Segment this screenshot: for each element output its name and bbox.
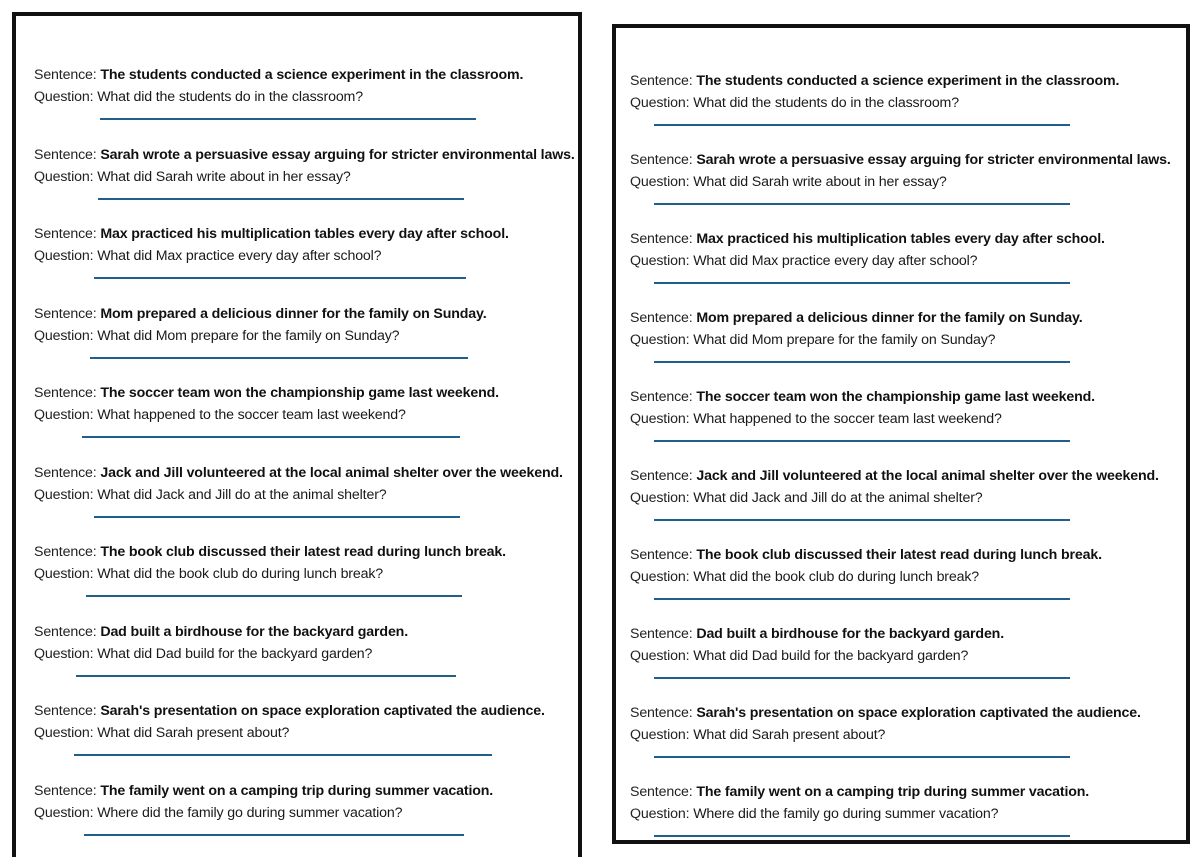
question-text: What did Sarah write about in her essay? [693, 174, 947, 190]
sentence-label: Sentence: [630, 73, 693, 89]
answer-line[interactable] [654, 203, 1070, 205]
qa-item [34, 621, 578, 665]
question-line [34, 722, 578, 744]
sentence-line [34, 382, 578, 404]
question-label: Question: [630, 332, 690, 348]
question-text: Where did the family go during summer vacation? [97, 804, 403, 821]
qa-item [34, 64, 578, 108]
sentence-text: Dad built a birdhouse for the backyard garden. [696, 626, 1004, 642]
question-label: Question: [34, 168, 94, 185]
answer-line[interactable] [90, 357, 468, 359]
question-text: What did the book club do during lunch break? [97, 566, 384, 582]
sentence-line [630, 465, 1186, 487]
question-line [34, 325, 578, 347]
question-label: Question: [34, 407, 94, 423]
sentence-line [34, 700, 578, 722]
sentence-text: Sarah's presentation on space exploration captivated the audience. [696, 705, 1141, 721]
sentence-line [34, 541, 578, 563]
qa-item [34, 700, 578, 744]
qa-item [630, 623, 1186, 667]
question-text: What did the students do in the classroom? [693, 95, 959, 111]
question-text: What did Sarah present about? [97, 725, 290, 741]
sentence-text: Jack and Jill volunteered at the local animal shelter over the weekend. [100, 464, 563, 481]
question-label: Question: [34, 725, 94, 741]
qa-item [630, 149, 1186, 193]
answer-line[interactable] [654, 124, 1070, 126]
sentence-line [34, 144, 578, 166]
sentence-line [34, 64, 578, 86]
question-text: What did Mom prepare for the family on Sunday? [693, 332, 996, 348]
answer-line[interactable] [654, 440, 1070, 442]
question-line [630, 803, 1186, 825]
answer-line[interactable] [654, 835, 1070, 837]
sentence-text: The family went on a camping trip during summer vacation. [696, 784, 1090, 800]
sentence-text: The students conducted a science experiment in the classroom. [696, 73, 1120, 89]
question-text: What did the students do in the classroom? [97, 89, 363, 105]
sentence-label: Sentence: [630, 152, 693, 168]
sentence-label: Sentence: [34, 464, 97, 481]
answer-line[interactable] [76, 675, 456, 677]
worksheet-right [612, 24, 1190, 844]
question-line [630, 92, 1186, 114]
sentence-label: Sentence: [34, 226, 97, 242]
answer-line[interactable] [654, 519, 1070, 521]
question-label: Question: [630, 569, 690, 585]
question-label: Question: [630, 490, 690, 506]
sentence-label: Sentence: [34, 623, 97, 640]
qa-item [630, 544, 1186, 588]
question-text: Where did the family go during summer vacation? [693, 806, 999, 822]
question-line [34, 484, 578, 506]
sentence-line [34, 780, 578, 802]
question-label: Question: [630, 648, 690, 664]
question-text: What did Mom prepare for the family on Sunday? [97, 327, 400, 344]
sentence-label: Sentence: [630, 626, 693, 642]
question-label: Question: [630, 806, 690, 822]
qa-item [630, 781, 1186, 825]
answer-line[interactable] [98, 198, 464, 200]
question-text: What did Dad build for the backyard garden? [693, 648, 969, 664]
question-label: Question: [34, 645, 94, 662]
sentence-line [630, 386, 1186, 408]
sentence-label: Sentence: [630, 231, 693, 247]
qa-item [630, 702, 1186, 746]
sentence-text: Max practiced his multiplication tables every day after school. [100, 226, 509, 242]
answer-line[interactable] [654, 756, 1070, 758]
answer-line[interactable] [84, 834, 464, 836]
sentence-label: Sentence: [630, 310, 693, 326]
answer-line[interactable] [100, 118, 476, 120]
qa-item [34, 541, 578, 585]
question-text: What did Sarah present about? [693, 727, 886, 743]
sentence-line [630, 544, 1186, 566]
question-line [630, 724, 1186, 746]
sentence-line [630, 623, 1186, 645]
sentence-label: Sentence: [630, 705, 693, 721]
question-line [630, 329, 1186, 351]
question-line [34, 404, 578, 426]
question-text: What did Jack and Jill do at the animal shelter? [97, 486, 387, 503]
sentence-text: Max practiced his multiplication tables every day after school. [696, 231, 1105, 247]
sentence-label: Sentence: [630, 468, 693, 484]
qa-item [34, 223, 578, 267]
question-line [630, 645, 1186, 667]
sentence-label: Sentence: [630, 784, 693, 800]
question-label: Question: [630, 95, 690, 111]
sentence-line [630, 702, 1186, 724]
question-line [630, 408, 1186, 430]
sentence-text: Mom prepared a delicious dinner for the family on Sunday. [100, 305, 487, 322]
sentence-label: Sentence: [34, 146, 97, 163]
sentence-line [630, 781, 1186, 803]
answer-line[interactable] [654, 361, 1070, 363]
question-text: What happened to the soccer team last weekend? [97, 407, 406, 423]
question-label: Question: [630, 411, 690, 427]
question-label: Question: [34, 327, 94, 344]
answer-line[interactable] [654, 677, 1070, 679]
qa-item [630, 228, 1186, 272]
sentence-label: Sentence: [34, 385, 97, 401]
sentence-label: Sentence: [34, 703, 97, 719]
qa-item [34, 780, 578, 824]
question-text: What did Max practice every day after school? [693, 253, 978, 269]
worksheet-left [12, 12, 582, 857]
sentence-text: Dad built a birdhouse for the backyard garden. [100, 623, 408, 640]
question-label: Question: [34, 566, 94, 582]
question-label: Question: [34, 89, 94, 105]
sentence-text: The family went on a camping trip during summer vacation. [100, 782, 494, 799]
sentence-line [630, 149, 1186, 171]
sentence-line [34, 462, 578, 484]
qa-item [34, 462, 578, 506]
question-text: What did Max practice every day after school? [97, 248, 382, 264]
sentence-label: Sentence: [34, 544, 97, 560]
qa-item [34, 144, 578, 188]
question-line [630, 487, 1186, 509]
question-text: What did Sarah write about in her essay? [97, 168, 351, 185]
sentence-line [34, 223, 578, 245]
sentence-label: Sentence: [34, 305, 97, 322]
sentence-text: The book club discussed their latest read during lunch break. [696, 547, 1102, 563]
sentence-text: Mom prepared a delicious dinner for the family on Sunday. [696, 310, 1083, 326]
sentence-label: Sentence: [34, 782, 97, 799]
answer-line[interactable] [94, 516, 460, 518]
question-line [34, 245, 578, 267]
qa-item [34, 303, 578, 347]
sentence-text: The students conducted a science experiment in the classroom. [100, 67, 524, 83]
question-line [34, 86, 578, 108]
answer-line[interactable] [654, 598, 1070, 600]
sentence-text: Sarah wrote a persuasive essay arguing for stricter environmental laws. [696, 152, 1171, 168]
sentence-label: Sentence: [34, 67, 97, 83]
qa-item [630, 465, 1186, 509]
sentence-text: Sarah wrote a persuasive essay arguing for stricter environmental laws. [100, 146, 575, 163]
question-line [34, 563, 578, 585]
question-label: Question: [34, 248, 94, 264]
question-line [34, 643, 578, 665]
question-label: Question: [630, 174, 690, 190]
question-label: Question: [34, 486, 94, 503]
answer-line[interactable] [74, 754, 492, 756]
question-line [34, 802, 578, 824]
sentence-line [630, 228, 1186, 250]
question-label: Question: [630, 727, 690, 743]
sentence-text: The soccer team won the championship game last weekend. [100, 385, 499, 401]
question-line [630, 171, 1186, 193]
qa-item [630, 70, 1186, 114]
sentence-line [34, 621, 578, 643]
sentence-text: Jack and Jill volunteered at the local animal shelter over the weekend. [696, 468, 1159, 484]
qa-item [34, 382, 578, 426]
sentence-line [630, 307, 1186, 329]
qa-item [630, 386, 1186, 430]
sentence-text: The book club discussed their latest read during lunch break. [100, 544, 506, 560]
sentence-text: Sarah's presentation on space exploration captivated the audience. [100, 703, 545, 719]
sentence-line [34, 303, 578, 325]
answer-line[interactable] [86, 595, 462, 597]
question-line [630, 566, 1186, 588]
question-label: Question: [630, 253, 690, 269]
question-text: What happened to the soccer team last weekend? [693, 411, 1002, 427]
answer-line[interactable] [654, 282, 1070, 284]
sentence-label: Sentence: [630, 389, 693, 405]
sentence-line [630, 70, 1186, 92]
question-line [630, 250, 1186, 272]
question-text: What did Dad build for the backyard garden? [97, 645, 373, 662]
qa-item [630, 307, 1186, 351]
question-text: What did Jack and Jill do at the animal shelter? [693, 490, 983, 506]
question-line [34, 166, 578, 188]
question-label: Question: [34, 804, 94, 821]
answer-line[interactable] [94, 277, 466, 279]
answer-line[interactable] [82, 436, 460, 438]
sentence-text: The soccer team won the championship game last weekend. [696, 389, 1095, 405]
sentence-label: Sentence: [630, 547, 693, 563]
question-text: What did the book club do during lunch break? [693, 569, 980, 585]
